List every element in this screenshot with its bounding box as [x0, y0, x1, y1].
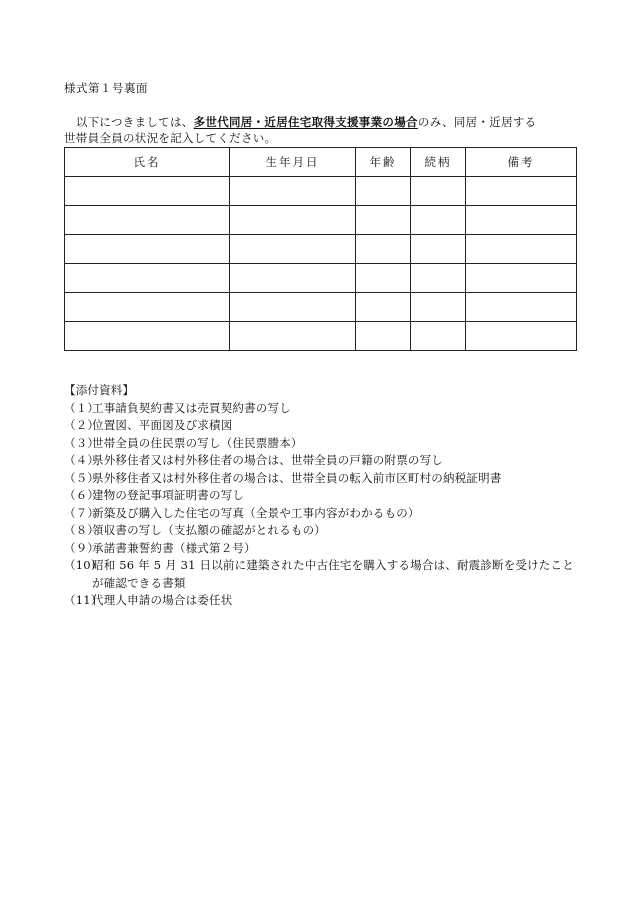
list-item [64, 540, 584, 558]
header-remarks: 備考 [466, 148, 577, 177]
cell-name[interactable] [65, 177, 230, 206]
header-relationship: 続柄 [411, 148, 466, 177]
list-item-number: （９） [64, 540, 100, 555]
list-item-number: （８） [64, 523, 100, 537]
cell-remarks[interactable] [466, 206, 577, 235]
cell-name[interactable] [65, 293, 230, 322]
list-item-text: 承諾書兼誓約書（様式第２号） [92, 540, 256, 555]
cell-age[interactable] [356, 293, 411, 322]
list-item [64, 470, 584, 488]
list-item-text: 工事請負契約書又は売買契約書の写し [92, 400, 291, 415]
cell-age[interactable] [356, 177, 411, 206]
cell-relationship[interactable] [411, 264, 466, 293]
list-item-text: 新築及び購入した住宅の写真（全景や工事内容がわかるもの） [92, 505, 420, 520]
intro-text-after: のみ、同居・近居する [417, 115, 537, 129]
intro-emphasis: 多世代同居・近居住宅取得支援事業の場合 [193, 115, 418, 129]
cell-relationship[interactable] [411, 322, 466, 351]
list-item-number: （１） [64, 400, 100, 415]
list-item-number: （10） [64, 558, 103, 572]
list-item-number: （４） [64, 453, 100, 467]
cell-relationship[interactable] [411, 206, 466, 235]
table-row [65, 293, 577, 322]
intro-paragraph [64, 114, 579, 146]
list-item-number: （６） [64, 488, 100, 502]
list-item [64, 487, 584, 505]
list-item-text: 領収書の写し（支払額の確認がとれるもの） [92, 523, 326, 537]
list-item [64, 435, 584, 453]
cell-age[interactable] [356, 264, 411, 293]
attachments-heading: 【添付資料】 [64, 383, 135, 397]
cell-remarks[interactable] [466, 177, 577, 206]
list-item-text: 代理人申請の場合は委任状 [92, 593, 233, 607]
list-item [64, 592, 584, 610]
cell-name[interactable] [65, 206, 230, 235]
list-item [64, 522, 584, 540]
list-item [64, 400, 584, 418]
list-item-text: 建物の登記事項証明書の写し [92, 488, 245, 502]
cell-remarks[interactable] [466, 264, 577, 293]
cell-age[interactable] [356, 322, 411, 351]
cell-remarks[interactable] [466, 322, 577, 351]
cell-birthdate[interactable] [230, 206, 356, 235]
list-item-text: 位置図、平面図及び求積図 [92, 418, 233, 432]
cell-relationship[interactable] [411, 235, 466, 264]
household-members-table [64, 147, 577, 351]
cell-birthdate[interactable] [230, 293, 356, 322]
list-item-text: 世帯全員の住民票の写し（住民票謄本） [92, 435, 303, 450]
cell-birthdate[interactable] [230, 264, 356, 293]
list-item-text: 県外移住者又は村外移住者の場合は、世帯全員の転入前市区町村の納税証明書 [92, 470, 502, 485]
table-row [65, 264, 577, 293]
cell-name[interactable] [65, 322, 230, 351]
cell-birthdate[interactable] [230, 235, 356, 264]
list-item [64, 417, 584, 435]
intro-line-2: 世帯員全員の状況を記入してください。 [64, 131, 277, 145]
form-label: 様式第１号裏面 [64, 81, 148, 95]
intro-line-1 [64, 114, 579, 130]
list-item-number: （５） [64, 470, 100, 485]
cell-age[interactable] [356, 235, 411, 264]
header-name: 氏名 [65, 148, 230, 177]
list-item [64, 505, 584, 523]
list-item [64, 452, 584, 470]
cell-remarks[interactable] [466, 293, 577, 322]
list-item-text: 昭和 56 年 5 月 31 日以前に建築された中古住宅を購入する場合は、耐震診断を受けたことが確認できる書類 [92, 558, 574, 590]
table-row [65, 177, 577, 206]
cell-age[interactable] [356, 206, 411, 235]
list-item-number: （11） [64, 593, 103, 607]
table-row [65, 322, 577, 351]
list-item [64, 557, 584, 592]
cell-relationship[interactable] [411, 293, 466, 322]
header-birthdate: 生年月日 [230, 148, 356, 177]
header-age: 年齢 [356, 148, 411, 177]
cell-name[interactable] [65, 235, 230, 264]
cell-relationship[interactable] [411, 177, 466, 206]
list-item-text: 県外移住者又は村外移住者の場合は、世帯全員の戸籍の附票の写し [92, 453, 443, 467]
table-header-row [65, 148, 577, 177]
cell-remarks[interactable] [466, 235, 577, 264]
attachments-section [64, 382, 584, 610]
cell-name[interactable] [65, 264, 230, 293]
table-row [65, 235, 577, 264]
cell-birthdate[interactable] [230, 322, 356, 351]
table-row [65, 206, 577, 235]
list-item-number: （７） [64, 505, 100, 520]
intro-text-before: 以下につきましては、 [75, 115, 194, 129]
list-item-number: （３） [64, 435, 100, 450]
cell-birthdate[interactable] [230, 177, 356, 206]
list-item-number: （２） [64, 418, 100, 432]
